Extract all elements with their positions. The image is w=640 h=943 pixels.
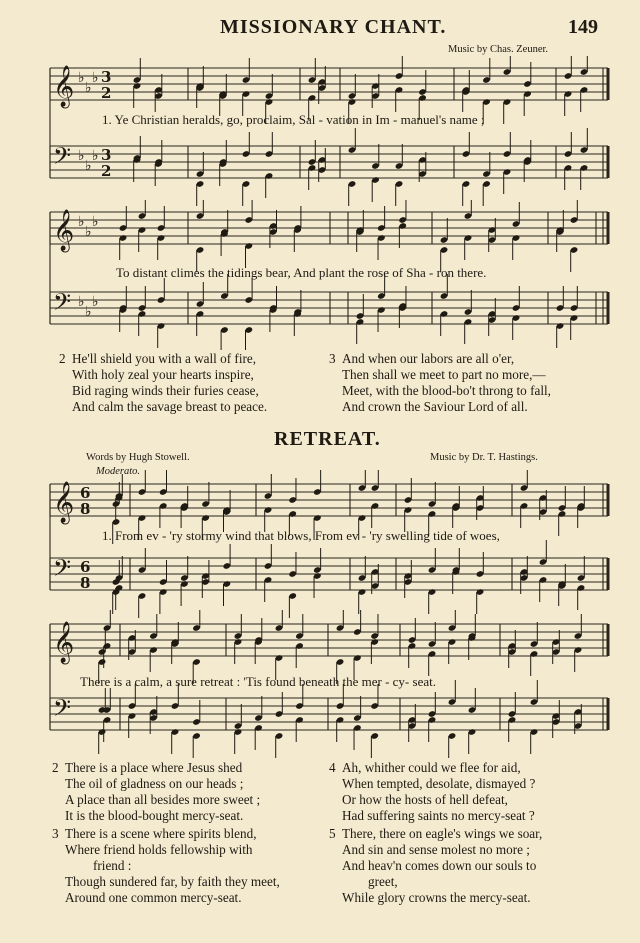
- music-credit-hastings: Music by Dr. T. Hastings.: [430, 452, 538, 463]
- bass-clef: 𝄢: [53, 142, 72, 175]
- time-signature-bottom: 2: [101, 162, 112, 180]
- verse-line: And crown the Saviour Lord of all.: [342, 399, 528, 414]
- verse-line: There is a place where Jesus shed: [65, 760, 243, 775]
- treble-clef: 𝄞: [53, 482, 75, 523]
- treble-clef: 𝄞: [53, 66, 75, 107]
- flat-sign: ♭: [85, 158, 92, 174]
- verse-line: Had suffering saints no mercy-seat ?: [342, 808, 535, 823]
- verse-line: When tempted, desolate, dismayed ?: [342, 776, 536, 791]
- hymn2-verse-5: [329, 826, 543, 906]
- flat-sign: ♭: [78, 70, 85, 86]
- bass-clef: 𝄢: [53, 554, 72, 587]
- verse-number: 4: [329, 760, 336, 775]
- flat-sign: ♭: [78, 214, 85, 230]
- verse-line: And when our labors are all o'er,: [342, 351, 515, 366]
- verse-line: There is a scene where spirits blend,: [65, 826, 257, 841]
- verse-line: There, there on eagle's wings we soar,: [342, 826, 543, 841]
- time-signature-top: 6: [80, 558, 91, 576]
- time-signature-top: 3: [101, 68, 112, 86]
- hymn-title-retreat: RETREAT.: [274, 428, 381, 450]
- time-signature-bottom: 2: [101, 84, 112, 102]
- verse-line: Where friend holds fellowship with: [65, 842, 253, 857]
- verse-line: The oil of gladness on our heads ;: [65, 776, 244, 791]
- bass-staff: [50, 292, 608, 324]
- verse-line: He'll shield you with a wall of fire,: [72, 351, 257, 366]
- verse-line: friend :: [93, 858, 132, 873]
- flat-sign: ♭: [85, 80, 92, 96]
- flat-sign: ♭: [78, 294, 85, 310]
- time-signature-bottom: 8: [80, 574, 91, 592]
- flat-sign: ♭: [92, 294, 99, 310]
- hymn1-verse-3: [329, 351, 551, 415]
- flat-sign: ♭: [85, 304, 92, 320]
- hymn2-verse-4: [329, 760, 536, 824]
- verse-line: It is the blood-bought mercy-seat.: [65, 808, 244, 823]
- time-signature-top: 6: [80, 484, 91, 502]
- verse-line: Ah, whither could we flee for aid,: [342, 760, 521, 775]
- music-credit-zeuner: Music by Chas. Zeuner.: [448, 44, 549, 55]
- bass-clef: 𝄢: [53, 288, 72, 321]
- flat-sign: ♭: [78, 148, 85, 164]
- treble-clef: 𝄞: [53, 210, 75, 251]
- hymn2-verse-3: [52, 826, 321, 906]
- verse-line: And sin and sense molest no more ;: [342, 842, 530, 857]
- tempo-marking: Moderato.: [96, 466, 141, 477]
- verse-line: Bid raging winds their furies cease,: [72, 383, 259, 398]
- flat-sign: ♭: [92, 148, 99, 164]
- verse-line: greet,: [368, 874, 398, 889]
- page-number: 149: [568, 16, 598, 38]
- verse-line: A place than all besides more sweet ;: [65, 792, 261, 807]
- hymn1-lyrics-line2: To distant climes the tidings bear, And plant the rose of Sha - ron there.: [116, 265, 487, 280]
- hymn2-lyrics-line1: 1. From ev - 'ry stormy wind that blows, From ev - 'ry swelling tide of woes,: [102, 528, 500, 543]
- verse-line: With holy zeal your hearts inspire,: [72, 367, 254, 382]
- hymn2-verse-2: [52, 760, 261, 824]
- verse-line: Around one common mercy-seat.: [65, 890, 242, 905]
- time-signature-bottom: 8: [80, 500, 91, 518]
- flat-sign: ♭: [92, 214, 99, 230]
- verse-line: And heav'n comes down our souls to: [342, 858, 537, 873]
- flat-sign: ♭: [92, 70, 99, 86]
- flat-sign: ♭: [85, 224, 92, 240]
- hymn1-verse-2: [59, 351, 268, 415]
- time-signature-top: 3: [101, 146, 112, 164]
- treble-clef: 𝄞: [53, 622, 75, 663]
- verse-number: 3: [52, 826, 59, 841]
- verse-line: Though sundered far, by faith they meet,: [65, 874, 280, 889]
- verse-line: Then shall we meet to part no more,—: [342, 367, 546, 382]
- verse-line: While glory crowns the mercy-seat.: [342, 890, 531, 905]
- hymn2-lyrics-line2: There is a calm, a sure retreat : 'Tis found beneath the mer - cy- seat.: [80, 674, 436, 689]
- verse-line: Meet, with the blood-bo't throng to fall,: [342, 383, 551, 398]
- verse-number: 2: [52, 760, 59, 775]
- hymn1-lyrics-line1: 1. Ye Christian heralds, go, proclaim, Sal - vation in Im - manuel's name ;: [102, 112, 485, 127]
- verse-number: 5: [329, 826, 336, 841]
- hymn2-system1-score: [0, 470, 640, 620]
- verse-number: 2: [59, 351, 66, 366]
- verse-number: 3: [329, 351, 336, 366]
- words-credit-stowell: Words by Hugh Stowell.: [86, 452, 190, 463]
- verse-line: Or how the hosts of hell defeat,: [342, 792, 508, 807]
- treble-staff: [50, 212, 608, 244]
- verse-line: And calm the savage breast to peace.: [72, 399, 268, 414]
- bass-clef: 𝄢: [53, 694, 72, 727]
- hymn-title-missionary-chant: MISSIONARY CHANT.: [220, 16, 447, 38]
